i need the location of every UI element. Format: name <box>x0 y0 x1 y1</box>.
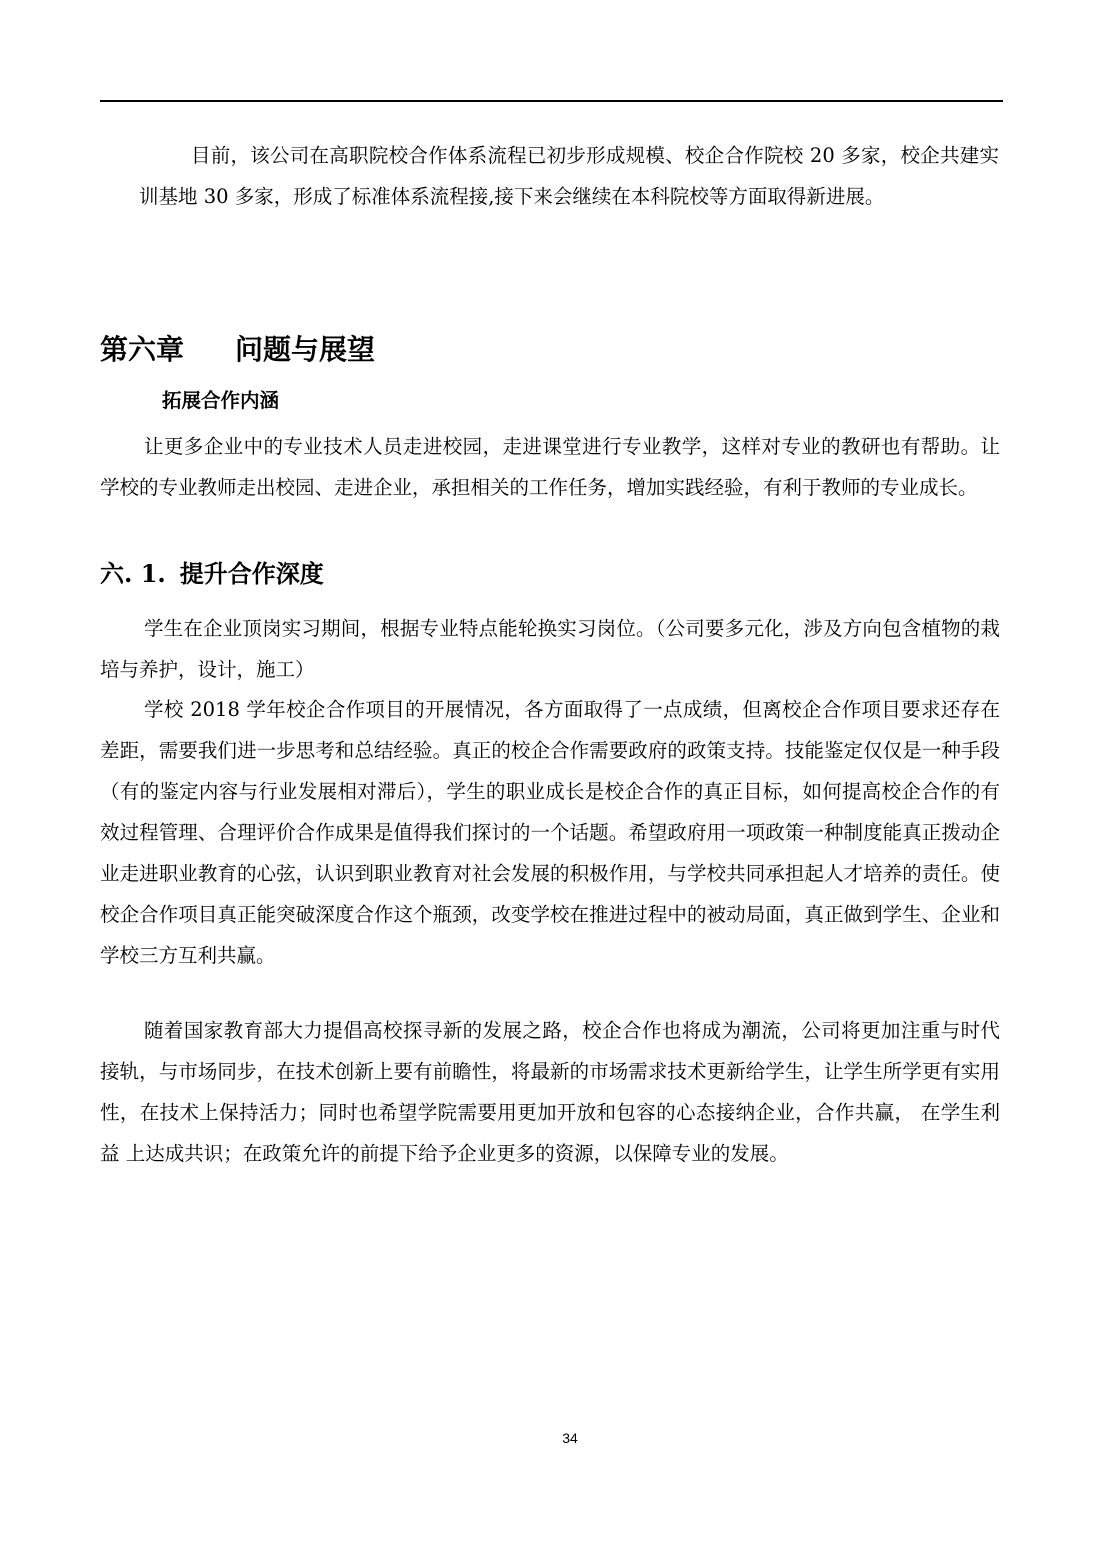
intro-paragraph: 目前，该公司在高职院校合作体系流程已初步形成规模、校企合作院校 20 多家，校企共建实训基地 30 多家，形成了标准体系流程接,接下来会继续在本科院校等方面取得新进展。 <box>139 144 999 208</box>
section-heading <box>100 554 800 594</box>
subheading-expand-cooperation: 拓展合作内涵 <box>162 389 280 412</box>
header-rule <box>100 100 1003 102</box>
section-title: 提升合作深度 <box>179 559 324 588</box>
chapter-title <box>100 330 1000 370</box>
paragraph-expand-cooperation: 让更多企业中的专业技术人员走进校园，走进课堂进行专业教学，这样对专业的教研也有帮助。让学校的专业教师走出校园、走进企业，承担相关的工作任务，增加实践经验，有利于教师的专业成长。 <box>100 435 1000 499</box>
paragraph-2018-review: 学校 2018 学年校企合作项目的开展情况，各方面取得了一点成绩，但离校企合作项目要求还存在差距，需要我们进一步思考和总结经验。真正的校企合作需要政府的政策支持。技能鉴定仅仅是一种手段（有的鉴定内容与行业发展相对滞后），学生的职业成长是校企合作的真正目标，如何提高校企合作的有效过程管理、合理评价合作成果是值得我们探讨的一个话题。希望政府用一项政策一种制度能真正拨动企业走进职业教育的心弦，认识到职业教育对社会发展的积极作用，与学校共同承担起人才培养的责任。使校企合作项目真正能突破深度合作这个瓶颈，改变学校在推进过程中的被动局面，真正做到学生、企业和学校三方互利共赢。 <box>100 698 1000 967</box>
page-number: 34 <box>562 1430 578 1446</box>
section-number: 六. 1. <box>100 559 166 588</box>
paragraph-future-outlook: 随着国家教育部大力提倡高校探寻新的发展之路，校企合作也将成为潮流，公司将更加注重与时代接轨，与市场同步，在技术创新上要有前瞻性，将最新的市场需求技术更新给学生，让学生所学更有实用性，在技术上保持活力；同时也希望学院需要用更加开放和包容的心态接纳企业，合作共赢， 在学生利益 上达成共识；在政策允许的前提下给予企业更多的资源，以保障专业的发展。 <box>100 1019 1000 1165</box>
paragraph-internship: 学生在企业顶岗实习期间，根据专业特点能轮换实习岗位。（公司要多元化，涉及方向包含植物的栽培与养护，设计，施工） <box>100 617 1000 681</box>
chapter-number: 第六章 <box>100 333 185 366</box>
chapter-title-text: 问题与展望 <box>235 333 376 366</box>
